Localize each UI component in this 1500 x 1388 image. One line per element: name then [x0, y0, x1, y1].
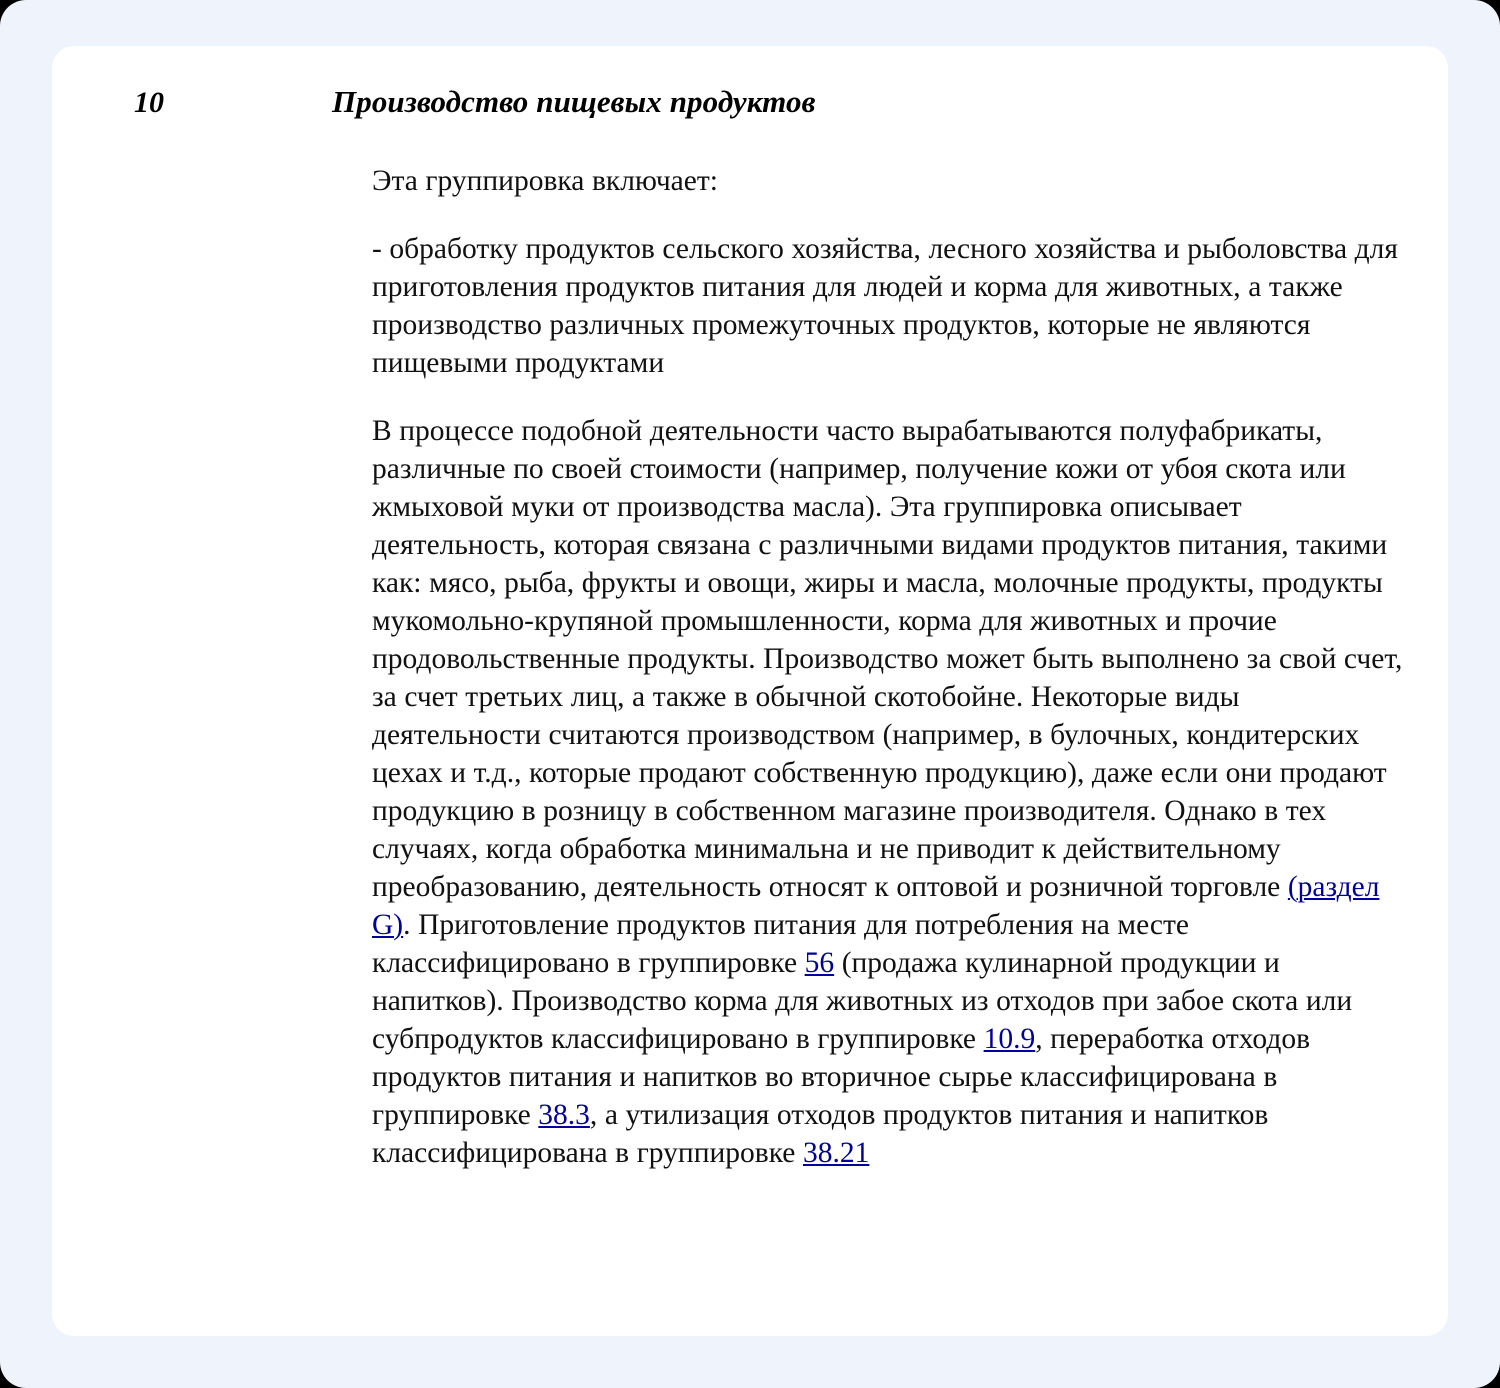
page-title: Производство пищевых продуктов — [332, 84, 816, 119]
lead-paragraph: Эта группировка включает: — [372, 165, 718, 197]
link-group-10-9[interactable]: 10.9 — [983, 1023, 1036, 1055]
main-text-segment-5: , а утилизация отходов продуктов питания и напитков классифицирована в группировке — [372, 1099, 1269, 1169]
bullet-paragraph: - обработку продуктов сельского хозяйства, лесного хозяйства и рыболовства для приготовления продуктов питания для людей и корма для животных, а также производство различных промежуточных продуктов, которые не являются пищевыми продуктами — [372, 233, 1398, 379]
link-group-38-21[interactable]: 38.21 — [802, 1137, 870, 1169]
main-paragraph — [372, 412, 1407, 1172]
link-group-56[interactable]: 56 — [804, 947, 835, 979]
document-header — [94, 86, 1406, 140]
main-text-segment-3: (продажа кулинарной продукции и напитков). Производство корма для животных из отходов при забое скота или субпродуктов классифицировано в группировке — [372, 947, 1353, 1055]
link-group-38-3[interactable]: 38.3 — [538, 1099, 590, 1131]
main-text-segment-1: В процессе подобной деятельности часто вырабатываются полуфабрикаты, различные по своей стоимости (например, получение кожи от убоя скота или жмыховой муки от производства масла). Эта группировка описывает деятельность, которая связана с различными видами продуктов питания, такими как: мясо, рыба, фрукты и овощи, жиры и масла, молочные продукты, продукты мукомольно-крупяной промышленности, корма для животных и прочие продовольственные продукты. Производство может быть выполнено за свой счет, за счет третьих лиц, а также в обычной скотобойне. Некоторые виды деятельности считаются производством (например, в булочных, кондитерских цехах и т.д., которые продают собственную продукцию), даже если они продают продукцию в розницу в собственном магазине производителя. Однако в тех случаях, когда обработка минимальна и не приводит к действительному преобразованию, деятельность относят к оптовой и розничной торговле — [372, 415, 1403, 903]
document-content — [52, 46, 1448, 1336]
main-text-segment-4: , переработка отходов продуктов питания и напитков во вторичное сырье классифицирована в группировке — [372, 1023, 1311, 1131]
text-column — [372, 162, 1407, 1172]
section-code: 10 — [134, 86, 164, 119]
main-text-segment-2: . Приготовление продуктов питания для потребления на месте классифицировано в группировке — [372, 909, 1189, 979]
link-section-g[interactable]: (раздел G) — [372, 871, 1380, 941]
document-card — [52, 46, 1448, 1336]
